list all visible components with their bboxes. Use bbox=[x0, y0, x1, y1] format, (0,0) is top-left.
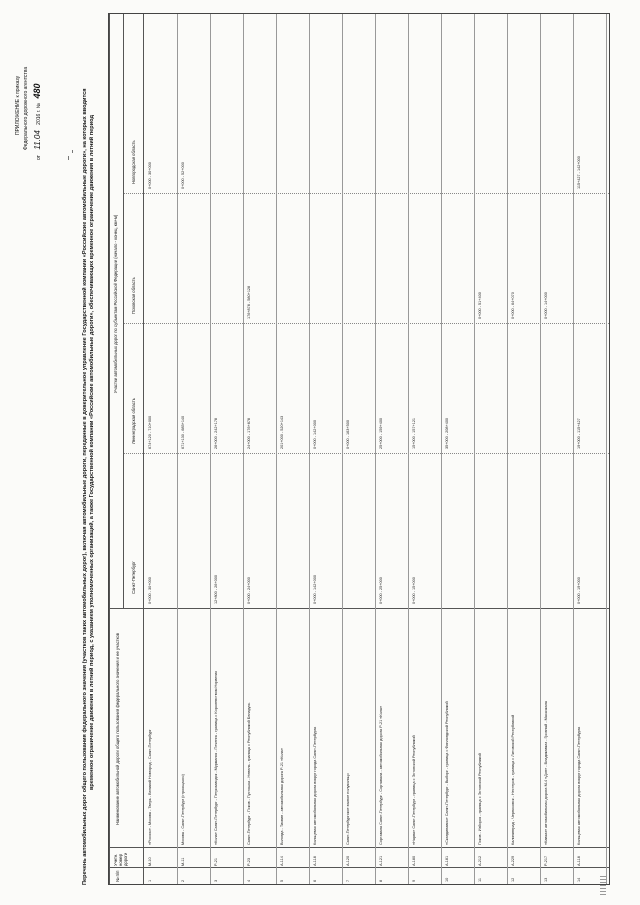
cell-b: 26+000 - 242+178 bbox=[214, 417, 218, 449]
title-line-2: временное ограничение движения в летний период, с указанием уполномоченных организаций, а также Государственной компании «Российские автомобильные дороги», обеспечивающих временное ограничение движения в летний период bbox=[89, 114, 95, 791]
cell-a: 0+000 - 19+000 bbox=[577, 577, 581, 604]
cell-name: «Кола» Санкт-Петербург - Петрозаводск - Мурманск - Печенга - граница с Королевством Норвегия bbox=[214, 670, 218, 845]
cell-b: 671+130 - 685+140 bbox=[181, 415, 185, 449]
cell-index: А-212 bbox=[478, 855, 482, 866]
cell-a: 12+800 - 26+000 bbox=[214, 575, 218, 604]
subject-0: Санкт-Петербург bbox=[131, 561, 136, 594]
col-divider bbox=[109, 867, 609, 868]
cell-index: А-114 bbox=[280, 856, 284, 866]
row-divider bbox=[342, 14, 343, 884]
row-divider bbox=[177, 14, 178, 884]
title-line-1: Перечень автомобильных дорог общего пользования федерального значения (участков таких автомобильных дорог), включая автомобильные дороги, переданные в доверительное управление Государственной компании «Российские автомобильные дороги», на которых вводится bbox=[82, 88, 88, 885]
cell-name: «Нарва» Санкт-Петербург - граница с Эстонской Республикой bbox=[412, 735, 416, 845]
cell-name: Санкт-Петербург - Псков - Пустошка - Невель - граница с Республикой Беларусь bbox=[247, 702, 251, 845]
scan-noise bbox=[600, 875, 606, 895]
cell-b: 35+000 - 208+400 bbox=[445, 417, 449, 449]
cell-b: 24+000 - 176+878 bbox=[247, 417, 251, 449]
table-top-line bbox=[109, 14, 110, 884]
cell-num: 4 bbox=[247, 879, 251, 882]
cell-name: «Кавказ» автомобильная дорога М-4 «Дон» - Владикавказ - Грозный - Махачкала bbox=[544, 700, 548, 845]
cell-b: 25+000 - 159+400 bbox=[379, 417, 383, 449]
row-divider bbox=[243, 14, 244, 884]
cell-index: А-120 bbox=[346, 855, 350, 866]
cell-d: 0+000 - 52+000 bbox=[181, 162, 185, 189]
cell-name: Кольцевая автомобильная дорога вокруг города Санкт-Петербурга bbox=[577, 726, 581, 845]
cell-a: 0+000 - 142+000 bbox=[313, 575, 317, 604]
col-divider bbox=[123, 453, 609, 454]
cell-index: А-229 bbox=[511, 855, 515, 866]
row-divider bbox=[507, 14, 508, 884]
cell-b: 201+000 - 520+143 bbox=[280, 415, 284, 449]
cell-name: Сортавала Санкт-Петербург - Сортавала - автомобильная дорога Р-21 «Кола» bbox=[379, 705, 383, 845]
row-divider bbox=[375, 14, 376, 884]
col-divider bbox=[109, 847, 609, 848]
cell-b: 0+000 - 163+500 bbox=[346, 420, 350, 449]
cell-num: 10 bbox=[445, 877, 449, 882]
approval-line-1: ПРИЛОЖЕНИЕ к приказу bbox=[15, 75, 21, 135]
row-divider bbox=[540, 14, 541, 884]
cell-name: Калининград - Черняховск - Нестеров - граница с Литовской Республикой bbox=[511, 714, 515, 845]
subject-1: Ленинградская область bbox=[131, 398, 136, 444]
cell-num: 14 bbox=[577, 877, 581, 882]
cell-num: 1 bbox=[148, 879, 152, 882]
cell-index: А-181 bbox=[445, 855, 449, 866]
header-segments: Участки автомобильных дорог по субъектам Российской Федерации (начало - конец, км+м) bbox=[113, 214, 118, 394]
subject-3: Новгородская область bbox=[131, 140, 136, 184]
row-divider bbox=[309, 14, 310, 884]
row-divider bbox=[276, 14, 277, 884]
cell-index: А-118 bbox=[577, 856, 581, 866]
cell-name: «Скандинавия» Санкт-Петербург - Выборг - граница с Финляндской Республикой bbox=[445, 701, 449, 845]
cell-d: 115+427 - 142+000 bbox=[577, 156, 581, 189]
col-divider bbox=[123, 193, 609, 194]
row-divider bbox=[606, 14, 607, 884]
row-divider bbox=[573, 14, 574, 884]
header-num: № п/п bbox=[115, 870, 120, 882]
row-divider bbox=[474, 14, 475, 884]
approval-date: 11.04 bbox=[33, 130, 42, 150]
subject-2: Псковская область bbox=[131, 277, 136, 314]
cell-a: 0+000 - 24+000 bbox=[247, 577, 251, 604]
row-divider bbox=[408, 14, 409, 884]
cell-b: 19+000 - 115+427 bbox=[577, 418, 581, 449]
row-divider bbox=[441, 14, 442, 884]
cell-index: А-180 bbox=[412, 855, 416, 866]
cell-index: А-121 bbox=[379, 855, 383, 866]
cell-name: Москва - Санкт-Петербург (строящаяся) bbox=[181, 774, 185, 845]
cell-a: 0+000 - 25+000 bbox=[379, 577, 383, 604]
cell-name: Псков - Изборск - граница с Эстонской Республикой bbox=[478, 753, 482, 845]
cell-index: Р-217 bbox=[544, 855, 548, 866]
approval-year: 2016 г. № bbox=[36, 102, 42, 125]
cell-index: М-10 bbox=[148, 857, 152, 866]
cell-c: 0+000 - 64+070 bbox=[511, 292, 515, 319]
approval-number: 480 bbox=[32, 83, 42, 99]
row-divider bbox=[210, 14, 211, 884]
cell-num: 11 bbox=[478, 878, 482, 882]
cell-a: 0+000 - 15+000 bbox=[412, 577, 416, 604]
subheader-line bbox=[123, 14, 124, 609]
cell-name: «Россия» - Москва - Тверь - Великий Новгород - Санкт-Петербург bbox=[148, 729, 152, 845]
cell-index: Р-21 bbox=[214, 857, 218, 866]
cell-c: 176+878 - 580+128 bbox=[247, 285, 251, 319]
cell-name: Кольцевая автомобильная дорога вокруг города Санкт-Петербурга bbox=[313, 726, 317, 845]
cell-index: А-118 bbox=[313, 856, 317, 866]
cell-num: 9 bbox=[412, 879, 416, 882]
cell-b: 0+000 - 142+000 bbox=[313, 420, 317, 449]
cell-name: Санкт-Петербургское южное полукольцо bbox=[346, 773, 350, 845]
scan-mark bbox=[72, 150, 73, 153]
document-title bbox=[82, 20, 96, 885]
cell-index: Р-23 bbox=[247, 857, 251, 866]
cell-num: 12 bbox=[511, 877, 515, 882]
cell-num: 3 bbox=[214, 879, 218, 882]
cell-b: 15+000 - 157+121 bbox=[412, 417, 416, 449]
approval-line-3 bbox=[32, 84, 42, 160]
cell-num: 6 bbox=[313, 879, 317, 882]
cell-index: М-11 bbox=[181, 857, 185, 866]
cell-c: 0+000 - 51+400 bbox=[478, 292, 482, 319]
cell-a: 0+000 - 30+000 bbox=[148, 577, 152, 604]
header-name: Наименование автомобильной дороги общего пользования федерального значения и ее участков bbox=[115, 632, 120, 826]
header-index: Учетн. номер дороги bbox=[113, 852, 128, 866]
col-divider bbox=[123, 323, 609, 324]
cell-b: 674+120 - 710+000 bbox=[148, 415, 152, 449]
cell-num: 8 bbox=[379, 879, 383, 882]
cell-name: Вологда - Тихвин - автомобильная дорога Р-21 «Кола» bbox=[280, 748, 284, 845]
cell-num: 5 bbox=[280, 879, 284, 882]
cell-num: 7 bbox=[346, 879, 350, 882]
cell-num: 13 bbox=[544, 877, 548, 882]
scan-mark bbox=[68, 156, 69, 160]
roads-table bbox=[108, 13, 610, 885]
header-bottom-line bbox=[143, 14, 144, 884]
col-divider bbox=[109, 608, 609, 609]
approval-line-2: Федерального дорожного агентства bbox=[23, 66, 29, 150]
cell-num: 2 bbox=[181, 879, 185, 882]
approval-from: от bbox=[36, 155, 42, 160]
cell-c: 0+000 - 14+000 bbox=[544, 292, 548, 319]
cell-d: 0+000 - 30+000 bbox=[148, 162, 152, 189]
